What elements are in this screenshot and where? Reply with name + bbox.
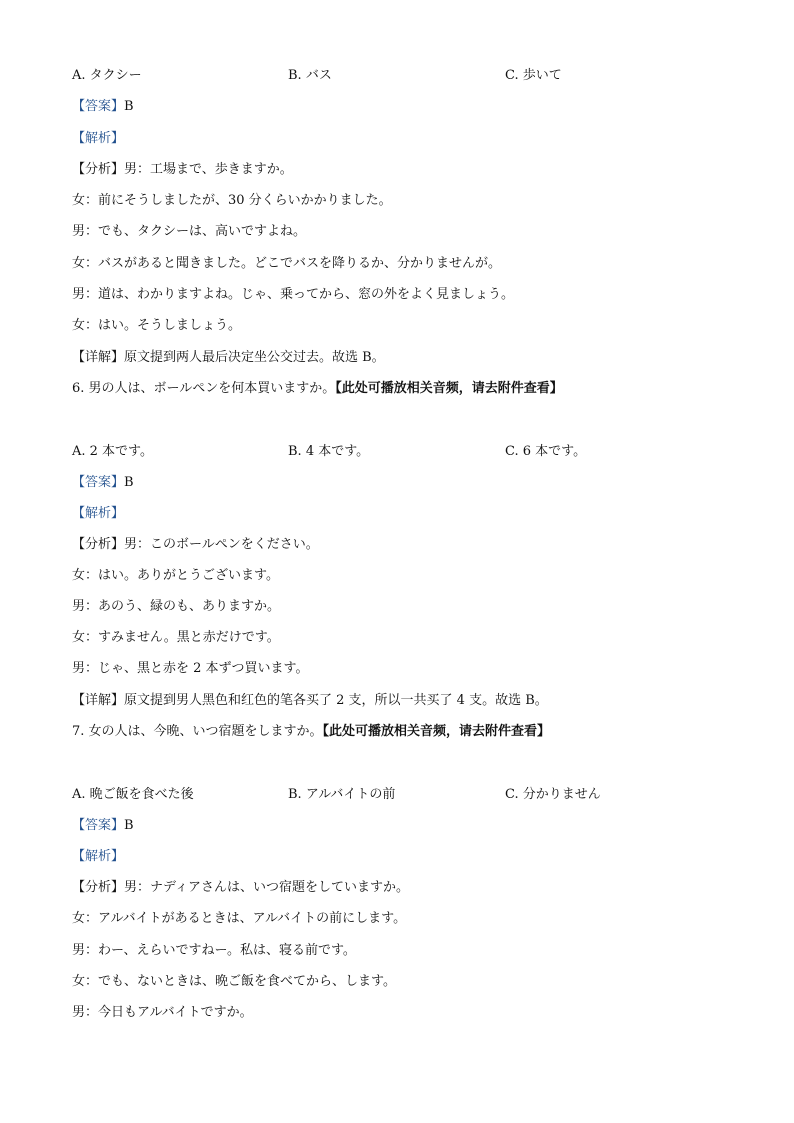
q5-dialogue-line: 女：前にそうしましたが、30 分くらいかかりました。: [72, 193, 392, 208]
q6-option-a: A. 2 本です。: [72, 444, 154, 459]
q5-answer: [72, 99, 134, 115]
q7-option-a: A. 晩ご飯を食べた後: [72, 787, 194, 802]
q7-dialogue-line: 女：でも、ないときは、晩ご飯を食べてから、します。: [72, 974, 396, 989]
answer-value: B: [124, 99, 134, 114]
q5-dialogue-line: 男：でも、タクシーは、高いですよね。: [72, 224, 307, 239]
q6-dialogue-line: 女：すみません。黒と赤だけです。: [72, 630, 280, 645]
q6-dialogue-line: 男：じゃ、黒と赤を 2 本ずつ買います。: [72, 661, 309, 676]
q7-option-b: B. アルバイトの前: [288, 787, 396, 802]
q6-dialogue-line: 男：あのう、緑のも、ありますか。: [72, 599, 281, 614]
question-text: 6. 男の人は、ボールペンを何本買いますか。: [72, 381, 336, 396]
q5-dialogue-line: [72, 162, 293, 178]
question-text: 7. 女の人は、今晩、いつ宿題をしますか。: [72, 724, 323, 739]
q7-answer: [72, 818, 134, 834]
q5-dialogue-line: 女：バスがあると聞きました。どこでバスを降りるか、分かりませんが。: [72, 256, 502, 271]
answer-tag: 【答案】: [72, 99, 125, 114]
fenxi-tag: 【分析】: [72, 537, 125, 552]
answer-value: B: [124, 818, 134, 833]
fenxi-tag: 【分析】: [72, 162, 125, 177]
q5-option-b: B. バス: [288, 68, 332, 83]
answer-tag: 【答案】: [72, 475, 125, 490]
q7-dialogue-line: [72, 880, 409, 896]
q6-dialogue-line: 女：はい。ありがとうございます。: [72, 568, 279, 583]
q6-option-c: C. 6 本です。: [505, 444, 587, 459]
q5-analysis-tag: 【解析】: [72, 131, 125, 146]
q5-dialogue-line: 男：道は、わかりますよね。じゃ、乗ってから、窓の外をよく見ましょう。: [72, 287, 515, 302]
q5-option-a: A. タクシー: [72, 68, 142, 83]
dialogue-text: 男：工場まで、歩きますか。: [124, 162, 293, 177]
q6-detail: 【详解】原文提到男人黑色和红色的笔各买了 2 支，所以一共买了 4 支。故选 B。: [72, 693, 548, 708]
q7-analysis-tag: 【解析】: [72, 849, 125, 864]
q7-question: [72, 724, 550, 740]
fenxi-tag: 【分析】: [72, 880, 125, 895]
q5-detail: 【详解】原文提到两人最后决定坐公交过去。故选 B。: [72, 350, 385, 365]
q6-answer: [72, 475, 134, 491]
q6-analysis-tag: 【解析】: [72, 506, 125, 521]
q7-dialogue-line: 女：アルバイトがあるときは、アルバイトの前にします。: [72, 911, 407, 926]
q7-option-c: C. 分かりません: [505, 787, 601, 802]
q5-option-c: C. 歩いて: [505, 68, 562, 83]
audio-note: 【此处可播放相关音频，请去附件查看】: [335, 381, 563, 396]
q6-option-b: B. 4 本です。: [288, 444, 370, 459]
answer-tag: 【答案】: [72, 818, 125, 833]
q5-dialogue-line: 女：はい。そうしましょう。: [72, 318, 242, 333]
audio-note: 【此处可播放相关音频，请去附件查看】: [322, 724, 551, 739]
q6-question: [72, 381, 563, 397]
dialogue-text: 男：ナディアさんは、いつ宿題をしていますか。: [124, 880, 409, 895]
q7-dialogue-line: 男：わー、えらいですねー。私は、寝る前です。: [72, 943, 356, 958]
q6-dialogue-line: [72, 537, 319, 553]
answer-value: B: [124, 475, 134, 490]
q7-dialogue-line: 男：今日もアルバイトですか。: [72, 1005, 253, 1020]
dialogue-text: 男：このボールペンをください。: [124, 537, 319, 552]
